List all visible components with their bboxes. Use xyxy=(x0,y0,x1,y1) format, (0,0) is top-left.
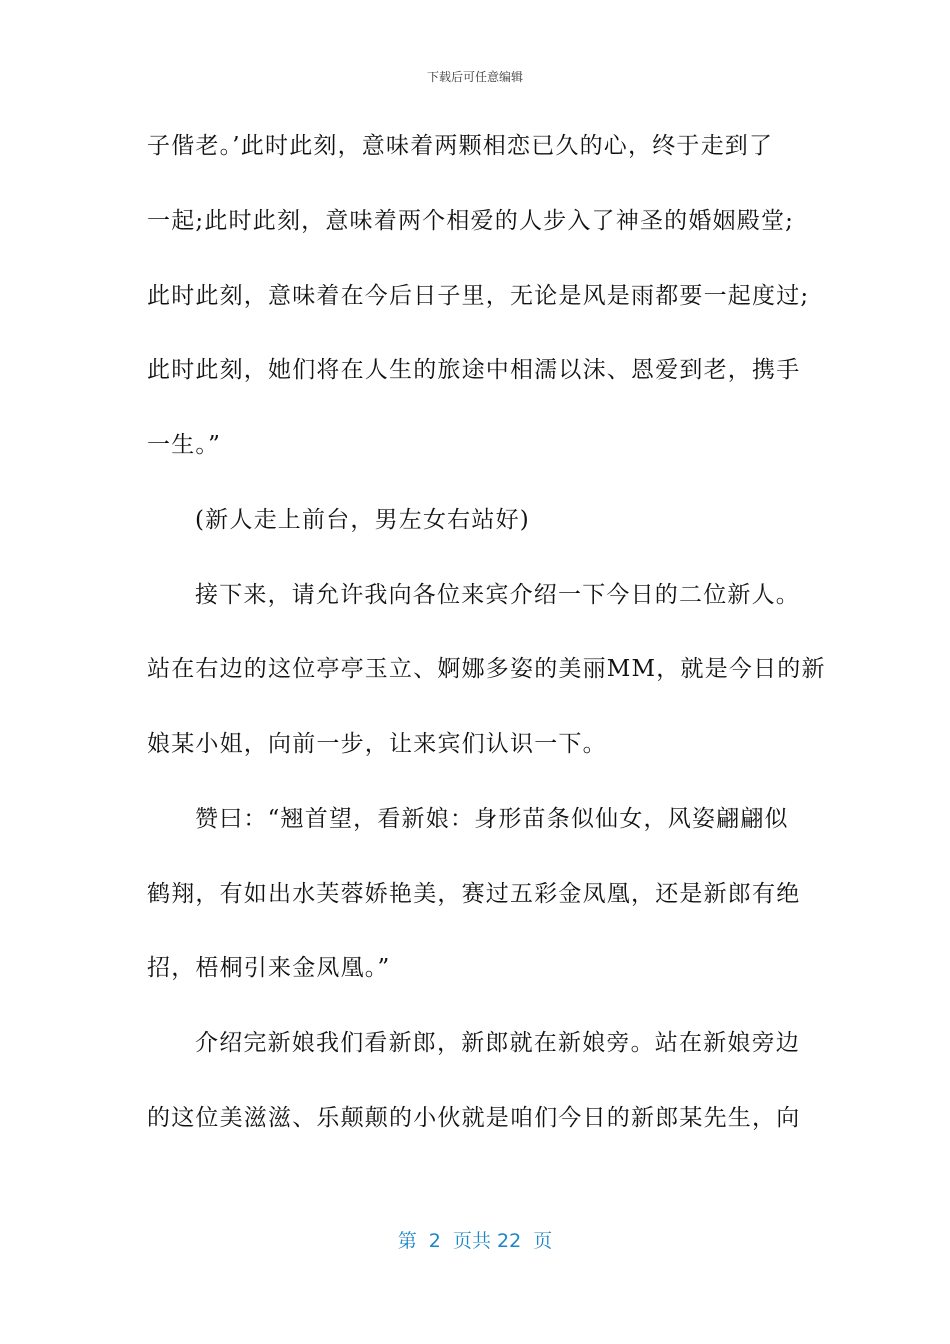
text-line: 娘某小姐，向前一步，让来宾们认识一下。 xyxy=(147,731,607,757)
text-line: 赞曰：“翘首望，看新娘：身形苗条似仙女，风姿翩翩似 xyxy=(195,806,789,832)
text-line: 介绍完新娘我们看新郎，新郎就在新娘旁。站在新娘旁边 xyxy=(195,1030,800,1056)
text-line: 站在右边的这位亭亭玉立、婀娜多姿的美丽MM，就是今日的新 xyxy=(147,656,826,682)
text-line: 鹤翔，有如出水芙蓉娇艳美，赛过五彩金凤凰，还是新郎有绝 xyxy=(147,881,801,907)
text-line: (新人走上前台，男左女右站好) xyxy=(195,507,530,533)
text-line: 的这位美滋滋、乐颠颠的小伙就是咱们今日的新郎某先生，向 xyxy=(147,1105,801,1131)
page-number-footer: 第 2 页共 22 页 xyxy=(397,1230,553,1252)
page-header: 下载后可任意编辑 xyxy=(426,70,523,84)
text-line: 接下来，请允许我向各位来宾介绍一下今日的二位新人。 xyxy=(195,582,800,608)
text-line: 此时此刻，意味着在今后日子里，无论是风是雨都要一起度过; xyxy=(147,283,810,309)
text-line: 招，梧桐引来金凤凰。” xyxy=(147,955,391,981)
text-line: 此时此刻，她们将在人生的旅途中相濡以沫、恩爱到老，携手 xyxy=(147,357,801,383)
text-line: 子偕老。’此时此刻，意味着两颗相恋已久的心，终于走到了 xyxy=(147,133,774,159)
text-line: 一起;此时此刻，意味着两个相爱的人步入了神圣的婚姻殿堂; xyxy=(147,208,795,234)
text-line: 一生。” xyxy=(147,432,222,458)
